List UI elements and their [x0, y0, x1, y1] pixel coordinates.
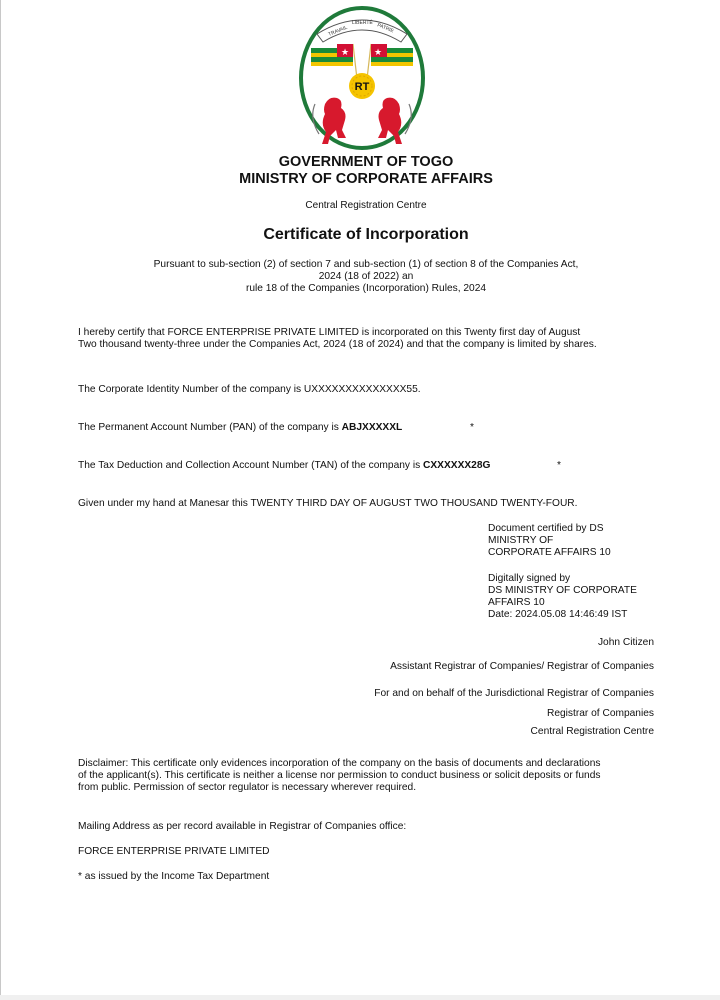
pan-value: ABJXXXXXL	[341, 422, 403, 433]
svg-text:PATRIE: PATRIE	[376, 22, 395, 35]
tan-statement	[78, 460, 678, 472]
digital-line-1: Digitally signed by	[488, 573, 571, 584]
registration-centre-label: Central Registration Centre	[305, 200, 427, 211]
registrar-label: Registrar of Companies	[546, 708, 654, 719]
tan-value: CXXXXXX28G	[423, 460, 491, 471]
income-tax-note: * as issued by the Income Tax Department	[78, 871, 270, 882]
mailing-address-label: Mailing Address as per record available in Registrar of Companies office:	[78, 821, 407, 832]
government-heading: GOVERNMENT OF TOGO	[278, 154, 454, 170]
certificate-title: Certificate of Incorporation	[263, 226, 469, 243]
pan-label: The Permanent Account Number (PAN) of the company is	[78, 422, 342, 433]
svg-text:RT: RT	[354, 81, 370, 93]
disclaimer-line-1: Disclaimer: This certificate only evidences incorporation of the company on the basis of documents and declarations	[78, 758, 601, 769]
svg-text:TRAVAIL: TRAVAIL	[327, 24, 349, 38]
behalf-statement: For and on behalf of the Jurisdictional Registrar of Companies	[374, 688, 654, 699]
certified-line-1: Document certified by DS	[488, 523, 604, 534]
svg-text:LIBERTÉ: LIBERTÉ	[352, 20, 373, 26]
svg-text:★: ★	[374, 47, 383, 57]
certify-line-1: I hereby certify that FORCE ENTERPRISE PRIVATE LIMITED is incorporated on this Twenty first day of August	[78, 327, 581, 338]
pursuant-line-1: Pursuant to sub-section (2) of section 7 and sub-section (1) of section 8 of the Companies Act,	[153, 259, 579, 270]
disclaimer-line-2: of the applicant(s). This certificate is neither a license nor permission to conduct business or solicit deposits or funds	[78, 770, 601, 781]
digital-line-3: AFFAIRS 10	[488, 597, 545, 608]
pan-asterisk: *	[470, 422, 474, 433]
tan-label: The Tax Deduction and Collection Account Number (TAN) of the company is	[78, 460, 424, 471]
disclaimer-line-3: from public. Permission of sector regulator is necessary wherever required.	[78, 782, 417, 793]
given-statement: Given under my hand at Manesar this TWENTY THIRD DAY OF AUGUST TWO THOUSAND TWENTY-FOUR.	[78, 498, 578, 509]
signature-date: Date: 2024.05.08 14:46:49 IST	[488, 609, 628, 620]
digital-line-2: DS MINISTRY OF CORPORATE	[488, 585, 637, 596]
signatory-name: John Citizen	[597, 637, 654, 648]
certified-line-2: MINISTRY OF	[488, 535, 554, 546]
certified-line-3: CORPORATE AFFAIRS 10	[488, 547, 611, 558]
digital-signature-block	[488, 573, 688, 621]
tan-asterisk: *	[557, 460, 561, 471]
togo-coat-of-arms-emblem	[297, 4, 427, 152]
mailing-address-name: FORCE ENTERPRISE PRIVATE LIMITED	[78, 846, 270, 857]
registration-centre-footer: Central Registration Centre	[530, 726, 654, 737]
certified-by-block	[488, 523, 688, 559]
certify-line-2: Two thousand twenty-three under the Companies Act, 2024 (18 of 2024) and that the company is limited by shares.	[78, 339, 597, 350]
pursuant-line-3: rule 18 of the Companies (Incorporation) Rules, 2024	[245, 283, 487, 294]
signatory-role: Assistant Registrar of Companies/ Registrar of Companies	[390, 661, 654, 672]
pan-statement	[78, 422, 678, 434]
cin-statement: The Corporate Identity Number of the company is UXXXXXXXXXXXXXX55.	[78, 384, 421, 395]
pursuant-line-2: 2024 (18 of 2022) an	[318, 271, 414, 282]
svg-text:★: ★	[341, 47, 350, 57]
ministry-heading: MINISTRY OF CORPORATE AFFAIRS	[239, 171, 493, 187]
